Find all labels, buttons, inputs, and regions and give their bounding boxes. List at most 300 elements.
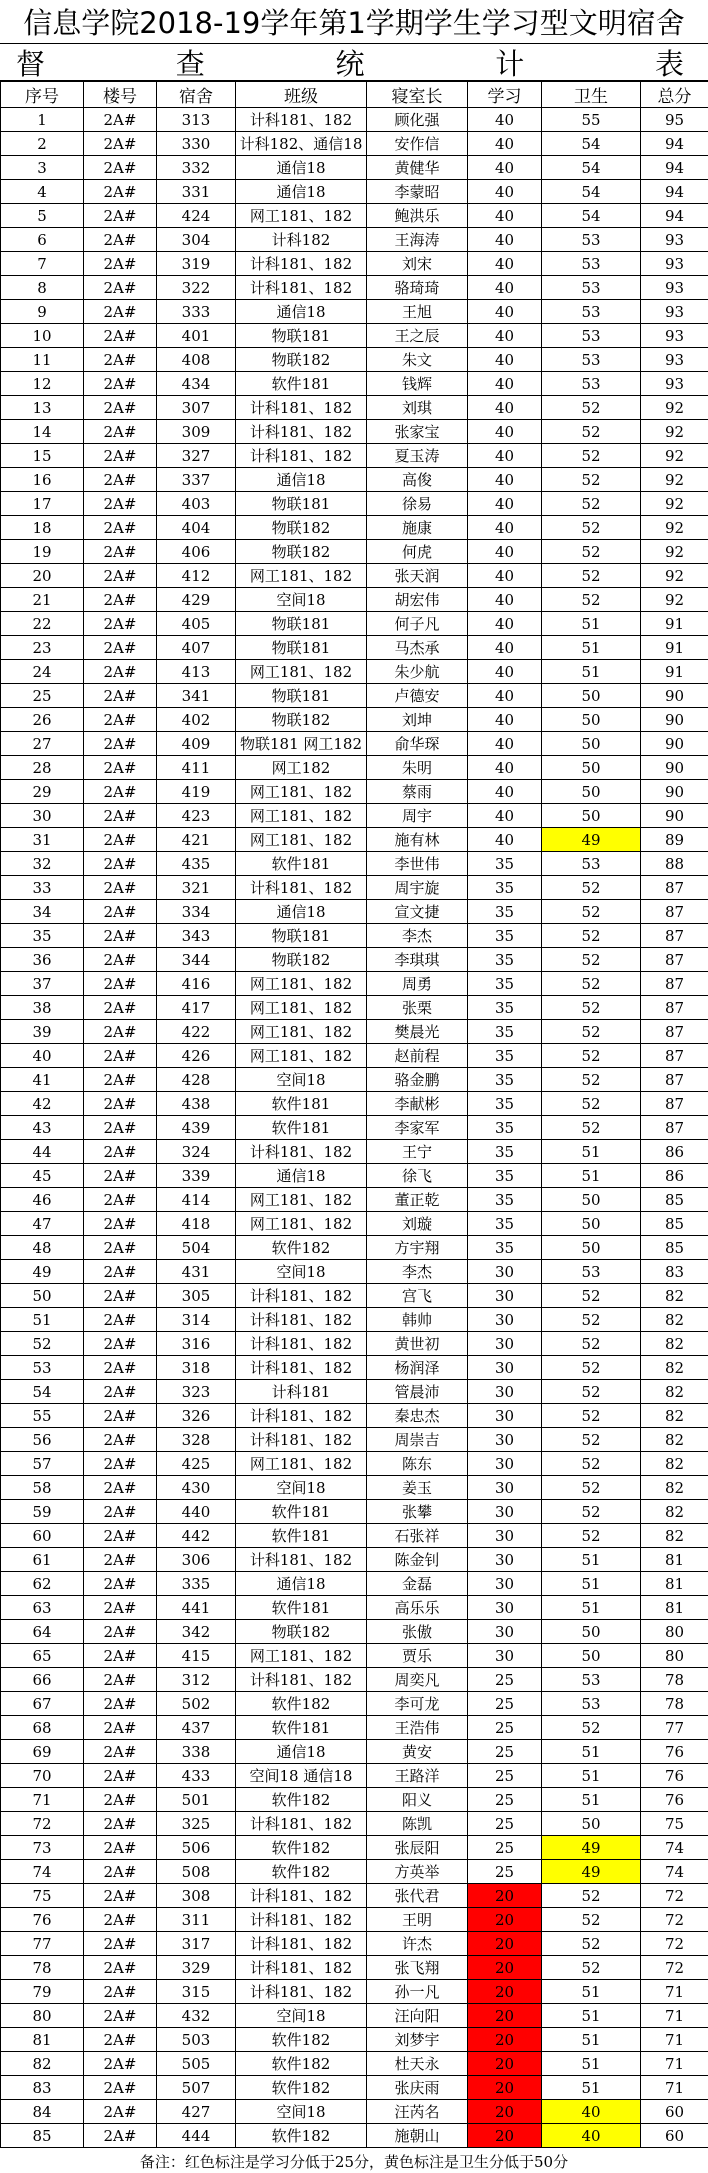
dorm-leader: 宫飞 <box>367 1284 468 1308</box>
table-row <box>1 444 708 468</box>
dorm-leader: 施康 <box>367 516 468 540</box>
total-score: 87 <box>641 1116 708 1140</box>
building: 2A# <box>84 1740 157 1764</box>
table-row <box>1 204 708 228</box>
total-score: 87 <box>641 1092 708 1116</box>
total-score: 92 <box>641 468 708 492</box>
dorm-leader: 王路洋 <box>367 1764 468 1788</box>
study-score: 40 <box>468 132 542 156</box>
dorm-number: 423 <box>157 804 236 828</box>
building: 2A# <box>84 1644 157 1668</box>
study-score: 40 <box>468 564 542 588</box>
dorm-number: 426 <box>157 1044 236 1068</box>
hygiene-score: 52 <box>542 1476 641 1500</box>
study-score: 40 <box>468 372 542 396</box>
class-name: 物联181 <box>236 492 367 516</box>
study-score: 35 <box>468 1092 542 1116</box>
row-index: 49 <box>1 1260 84 1284</box>
building: 2A# <box>84 1524 157 1548</box>
class-name: 网工181、182 <box>236 204 367 228</box>
hygiene-score: 51 <box>542 1980 641 2004</box>
hygiene-score: 52 <box>542 516 641 540</box>
study-score: 40 <box>468 660 542 684</box>
table-row <box>1 1164 708 1188</box>
total-score: 80 <box>641 1620 708 1644</box>
hygiene-score: 52 <box>542 1116 641 1140</box>
table-row <box>1 876 708 900</box>
study-score: 25 <box>468 1668 542 1692</box>
total-score: 71 <box>641 2052 708 2076</box>
class-name: 通信18 <box>236 1164 367 1188</box>
dorm-number: 432 <box>157 2004 236 2028</box>
total-score: 72 <box>641 1908 708 1932</box>
class-name: 空间18 <box>236 588 367 612</box>
study-score: 30 <box>468 1524 542 1548</box>
class-name: 物联182 <box>236 348 367 372</box>
hygiene-score: 51 <box>542 612 641 636</box>
study-score: 40 <box>468 276 542 300</box>
row-index: 80 <box>1 2004 84 2028</box>
building: 2A# <box>84 1308 157 1332</box>
class-name: 计科181、182 <box>236 1812 367 1836</box>
total-score: 92 <box>641 540 708 564</box>
dorm-number: 344 <box>157 948 236 972</box>
hygiene-score: 52 <box>542 1308 641 1332</box>
study-score: 40 <box>468 804 542 828</box>
class-name: 计科181、182 <box>236 108 367 132</box>
total-score: 82 <box>641 1476 708 1500</box>
hygiene-score: 50 <box>542 780 641 804</box>
total-score: 81 <box>641 1596 708 1620</box>
table-row <box>1 492 708 516</box>
dorm-leader: 高俊 <box>367 468 468 492</box>
dorm-leader: 刘坤 <box>367 708 468 732</box>
class-name: 网工181、182 <box>236 1044 367 1068</box>
dorm-number: 409 <box>157 732 236 756</box>
building: 2A# <box>84 1236 157 1260</box>
study-score: 35 <box>468 1236 542 1260</box>
building: 2A# <box>84 1332 157 1356</box>
building: 2A# <box>84 468 157 492</box>
table-row <box>1 252 708 276</box>
hygiene-score: 54 <box>542 132 641 156</box>
dorm-number: 406 <box>157 540 236 564</box>
class-name: 物联181 <box>236 324 367 348</box>
building: 2A# <box>84 804 157 828</box>
row-index: 12 <box>1 372 84 396</box>
total-score: 60 <box>641 2124 708 2148</box>
dorm-leader: 朱明 <box>367 756 468 780</box>
building: 2A# <box>84 1356 157 1380</box>
dorm-number: 431 <box>157 1260 236 1284</box>
table-row <box>1 1572 708 1596</box>
table-body <box>1 108 708 2148</box>
class-name: 通信18 <box>236 1572 367 1596</box>
total-score: 72 <box>641 1956 708 1980</box>
table-row <box>1 756 708 780</box>
hygiene-score: 54 <box>542 156 641 180</box>
table-row <box>1 780 708 804</box>
hygiene-score: 53 <box>542 228 641 252</box>
class-name: 网工181、182 <box>236 1212 367 1236</box>
row-index: 27 <box>1 732 84 756</box>
dorm-number: 404 <box>157 516 236 540</box>
study-score: 25 <box>468 1716 542 1740</box>
study-score: 30 <box>468 1620 542 1644</box>
building: 2A# <box>84 372 157 396</box>
study-score: 35 <box>468 924 542 948</box>
study-score: 20 <box>468 2100 542 2124</box>
table-row <box>1 2028 708 2052</box>
class-name: 计科181、182 <box>236 1932 367 1956</box>
total-score: 94 <box>641 132 708 156</box>
study-score: 40 <box>468 444 542 468</box>
building: 2A# <box>84 1812 157 1836</box>
table-row <box>1 900 708 924</box>
dorm-number: 308 <box>157 1884 236 1908</box>
class-name: 网工181、182 <box>236 1644 367 1668</box>
table-row <box>1 948 708 972</box>
dorm-leader: 汪向阳 <box>367 2004 468 2028</box>
table-row <box>1 924 708 948</box>
dorm-leader: 李杰 <box>367 924 468 948</box>
class-name: 通信18 <box>236 180 367 204</box>
row-index: 63 <box>1 1596 84 1620</box>
table-row <box>1 180 708 204</box>
study-score: 40 <box>468 780 542 804</box>
dorm-number: 441 <box>157 1596 236 1620</box>
table-row <box>1 1356 708 1380</box>
building: 2A# <box>84 1764 157 1788</box>
class-name: 软件182 <box>236 1788 367 1812</box>
dorm-leader: 杜天永 <box>367 2052 468 2076</box>
total-score: 94 <box>641 204 708 228</box>
building: 2A# <box>84 300 157 324</box>
dorm-leader: 杨润泽 <box>367 1356 468 1380</box>
hygiene-score: 53 <box>542 252 641 276</box>
dorm-leader: 张庆雨 <box>367 2076 468 2100</box>
hygiene-score: 51 <box>542 1572 641 1596</box>
building: 2A# <box>84 1788 157 1812</box>
class-name: 通信18 <box>236 156 367 180</box>
dorm-number: 318 <box>157 1356 236 1380</box>
building: 2A# <box>84 1212 157 1236</box>
footnote: 备注：红色标注是学习分低于25分，黄色标注是卫生分低于50分 <box>139 2152 569 2171</box>
row-index: 84 <box>1 2100 84 2124</box>
table-row <box>1 1980 708 2004</box>
row-index: 38 <box>1 996 84 1020</box>
dorm-leader: 黄安 <box>367 1740 468 1764</box>
hygiene-score: 52 <box>542 1380 641 1404</box>
hygiene-score: 52 <box>542 1908 641 1932</box>
row-index: 58 <box>1 1476 84 1500</box>
dorm-leader: 张傲 <box>367 1620 468 1644</box>
class-name: 计科181、182 <box>236 1140 367 1164</box>
table-row <box>1 1740 708 1764</box>
study-score: 40 <box>468 204 542 228</box>
class-name: 网工181、182 <box>236 1452 367 1476</box>
study-score: 25 <box>468 1764 542 1788</box>
building: 2A# <box>84 660 157 684</box>
building: 2A# <box>84 1404 157 1428</box>
class-name: 通信18 <box>236 468 367 492</box>
table-row <box>1 1284 708 1308</box>
dorm-leader: 周宇旋 <box>367 876 468 900</box>
dorm-leader: 鲍洪乐 <box>367 204 468 228</box>
row-index: 42 <box>1 1092 84 1116</box>
hygiene-score: 52 <box>542 492 641 516</box>
dorm-number: 322 <box>157 276 236 300</box>
row-index: 41 <box>1 1068 84 1092</box>
table-row <box>1 1716 708 1740</box>
row-index: 59 <box>1 1500 84 1524</box>
hygiene-score: 50 <box>542 1212 641 1236</box>
building: 2A# <box>84 1692 157 1716</box>
building: 2A# <box>84 492 157 516</box>
study-score: 40 <box>468 828 542 852</box>
hygiene-score: 52 <box>542 1020 641 1044</box>
study-score: 40 <box>468 516 542 540</box>
row-index: 70 <box>1 1764 84 1788</box>
class-name: 软件182 <box>236 2052 367 2076</box>
dorm-leader: 周勇 <box>367 972 468 996</box>
class-name: 软件181 <box>236 1116 367 1140</box>
table-row <box>1 1548 708 1572</box>
row-index: 52 <box>1 1332 84 1356</box>
study-score: 25 <box>468 1836 542 1860</box>
building: 2A# <box>84 2100 157 2124</box>
dorm-number: 434 <box>157 372 236 396</box>
table-row <box>1 1908 708 1932</box>
total-score: 78 <box>641 1668 708 1692</box>
dorm-number: 402 <box>157 708 236 732</box>
study-score: 40 <box>468 492 542 516</box>
table-row <box>1 372 708 396</box>
total-score: 74 <box>641 1860 708 1884</box>
row-index: 47 <box>1 1212 84 1236</box>
table-row <box>1 1836 708 1860</box>
hygiene-score: 51 <box>542 1548 641 1572</box>
table-row <box>1 1212 708 1236</box>
class-name: 计科181、182 <box>236 1332 367 1356</box>
table-row <box>1 1764 708 1788</box>
dorm-number: 414 <box>157 1188 236 1212</box>
dorm-number: 411 <box>157 756 236 780</box>
total-score: 93 <box>641 228 708 252</box>
table-row <box>1 2100 708 2124</box>
dorm-leader: 李献彬 <box>367 1092 468 1116</box>
total-score: 76 <box>641 1788 708 1812</box>
hygiene-score: 50 <box>542 1620 641 1644</box>
table-row <box>1 1452 708 1476</box>
dorm-leader: 骆金鹏 <box>367 1068 468 1092</box>
row-index: 64 <box>1 1620 84 1644</box>
class-name: 物联181 <box>236 684 367 708</box>
dorm-number: 307 <box>157 396 236 420</box>
dorm-leader: 胡宏伟 <box>367 588 468 612</box>
total-score: 74 <box>641 1836 708 1860</box>
hygiene-score: 51 <box>542 1164 641 1188</box>
row-index: 48 <box>1 1236 84 1260</box>
class-name: 计科181、182 <box>236 444 367 468</box>
row-index: 19 <box>1 540 84 564</box>
total-score: 71 <box>641 1980 708 2004</box>
hygiene-score: 53 <box>542 1260 641 1284</box>
study-score: 35 <box>468 1068 542 1092</box>
table-row <box>1 732 708 756</box>
row-index: 57 <box>1 1452 84 1476</box>
row-index: 37 <box>1 972 84 996</box>
dorm-number: 501 <box>157 1788 236 1812</box>
total-score: 86 <box>641 1140 708 1164</box>
total-score: 82 <box>641 1404 708 1428</box>
dorm-leader: 顾化强 <box>367 108 468 132</box>
hygiene-score: 52 <box>542 396 641 420</box>
building: 2A# <box>84 852 157 876</box>
row-index: 74 <box>1 1860 84 1884</box>
dorm-leader: 李世伟 <box>367 852 468 876</box>
class-name: 计科181、182 <box>236 1548 367 1572</box>
building: 2A# <box>84 1452 157 1476</box>
dorm-number: 312 <box>157 1668 236 1692</box>
table-row <box>1 396 708 420</box>
header-dorm: 宿舍 <box>157 82 236 108</box>
row-index: 55 <box>1 1404 84 1428</box>
total-score: 85 <box>641 1188 708 1212</box>
total-score: 85 <box>641 1212 708 1236</box>
building: 2A# <box>84 180 157 204</box>
dorm-number: 415 <box>157 1644 236 1668</box>
table-row <box>1 1092 708 1116</box>
dorm-leader: 王海涛 <box>367 228 468 252</box>
study-score: 35 <box>468 1212 542 1236</box>
study-score: 35 <box>468 1020 542 1044</box>
dorm-number: 440 <box>157 1500 236 1524</box>
dorm-leader: 王之辰 <box>367 324 468 348</box>
dorm-number: 503 <box>157 2028 236 2052</box>
row-index: 81 <box>1 2028 84 2052</box>
building: 2A# <box>84 1020 157 1044</box>
hygiene-score: 50 <box>542 1644 641 1668</box>
hygiene-score: 52 <box>542 1068 641 1092</box>
hygiene-score: 51 <box>542 1140 641 1164</box>
total-score: 87 <box>641 1044 708 1068</box>
table-row <box>1 708 708 732</box>
row-index: 30 <box>1 804 84 828</box>
study-score: 25 <box>468 1812 542 1836</box>
row-index: 16 <box>1 468 84 492</box>
dorm-leader: 宣文捷 <box>367 900 468 924</box>
class-name: 软件182 <box>236 2028 367 2052</box>
total-score: 93 <box>641 276 708 300</box>
dorm-number: 327 <box>157 444 236 468</box>
dorm-number: 435 <box>157 852 236 876</box>
dorm-leader: 徐飞 <box>367 1164 468 1188</box>
row-index: 11 <box>1 348 84 372</box>
study-score: 30 <box>468 1284 542 1308</box>
dorm-leader: 何虎 <box>367 540 468 564</box>
row-index: 29 <box>1 780 84 804</box>
class-name: 软件182 <box>236 1236 367 1260</box>
table-row <box>1 540 708 564</box>
study-score: 40 <box>468 396 542 420</box>
row-index: 75 <box>1 1884 84 1908</box>
table-row <box>1 2004 708 2028</box>
row-index: 32 <box>1 852 84 876</box>
hygiene-score: 52 <box>542 1044 641 1068</box>
row-index: 39 <box>1 1020 84 1044</box>
subtitle-char: 表 <box>654 46 684 81</box>
building: 2A# <box>84 1620 157 1644</box>
total-score: 87 <box>641 996 708 1020</box>
dorm-leader: 刘璇 <box>367 1212 468 1236</box>
dorm-number: 417 <box>157 996 236 1020</box>
dorm-leader: 钱辉 <box>367 372 468 396</box>
row-index: 10 <box>1 324 84 348</box>
building: 2A# <box>84 1260 157 1284</box>
class-name: 网工181、182 <box>236 828 367 852</box>
hygiene-score: 52 <box>542 468 641 492</box>
hygiene-score: 53 <box>542 1668 641 1692</box>
dorm-number: 407 <box>157 636 236 660</box>
dorm-number: 325 <box>157 1812 236 1836</box>
study-score: 30 <box>468 1428 542 1452</box>
building: 2A# <box>84 1188 157 1212</box>
building: 2A# <box>84 1500 157 1524</box>
total-score: 76 <box>641 1764 708 1788</box>
hygiene-score: 52 <box>542 1884 641 1908</box>
dorm-leader: 周奕凡 <box>367 1668 468 1692</box>
building: 2A# <box>84 564 157 588</box>
dorm-leader: 秦忠杰 <box>367 1404 468 1428</box>
total-score: 82 <box>641 1332 708 1356</box>
study-score: 40 <box>468 228 542 252</box>
table-row <box>1 1428 708 1452</box>
hygiene-score: 52 <box>542 1452 641 1476</box>
dorm-leader: 李可龙 <box>367 1692 468 1716</box>
total-score: 87 <box>641 1068 708 1092</box>
row-index: 15 <box>1 444 84 468</box>
study-score: 20 <box>468 1956 542 1980</box>
row-index: 17 <box>1 492 84 516</box>
table-row <box>1 348 708 372</box>
total-score: 93 <box>641 348 708 372</box>
row-index: 72 <box>1 1812 84 1836</box>
row-index: 79 <box>1 1980 84 2004</box>
hygiene-score: 53 <box>542 1692 641 1716</box>
study-score: 40 <box>468 180 542 204</box>
title-row <box>0 0 708 44</box>
subtitle-row <box>0 44 708 81</box>
building: 2A# <box>84 1164 157 1188</box>
table-row <box>1 636 708 660</box>
hygiene-score: 52 <box>542 876 641 900</box>
dorm-number: 413 <box>157 660 236 684</box>
class-name: 计科181、182 <box>236 1356 367 1380</box>
study-score: 35 <box>468 1116 542 1140</box>
dorm-number: 315 <box>157 1980 236 2004</box>
row-index: 46 <box>1 1188 84 1212</box>
class-name: 计科181、182 <box>236 1908 367 1932</box>
dorm-leader: 张家宝 <box>367 420 468 444</box>
table-row <box>1 1956 708 1980</box>
study-score: 30 <box>468 1572 542 1596</box>
row-index: 5 <box>1 204 84 228</box>
dorm-number: 311 <box>157 1908 236 1932</box>
hygiene-score: 52 <box>542 1524 641 1548</box>
table-row <box>1 1860 708 1884</box>
class-name: 空间18 通信18 <box>236 1764 367 1788</box>
